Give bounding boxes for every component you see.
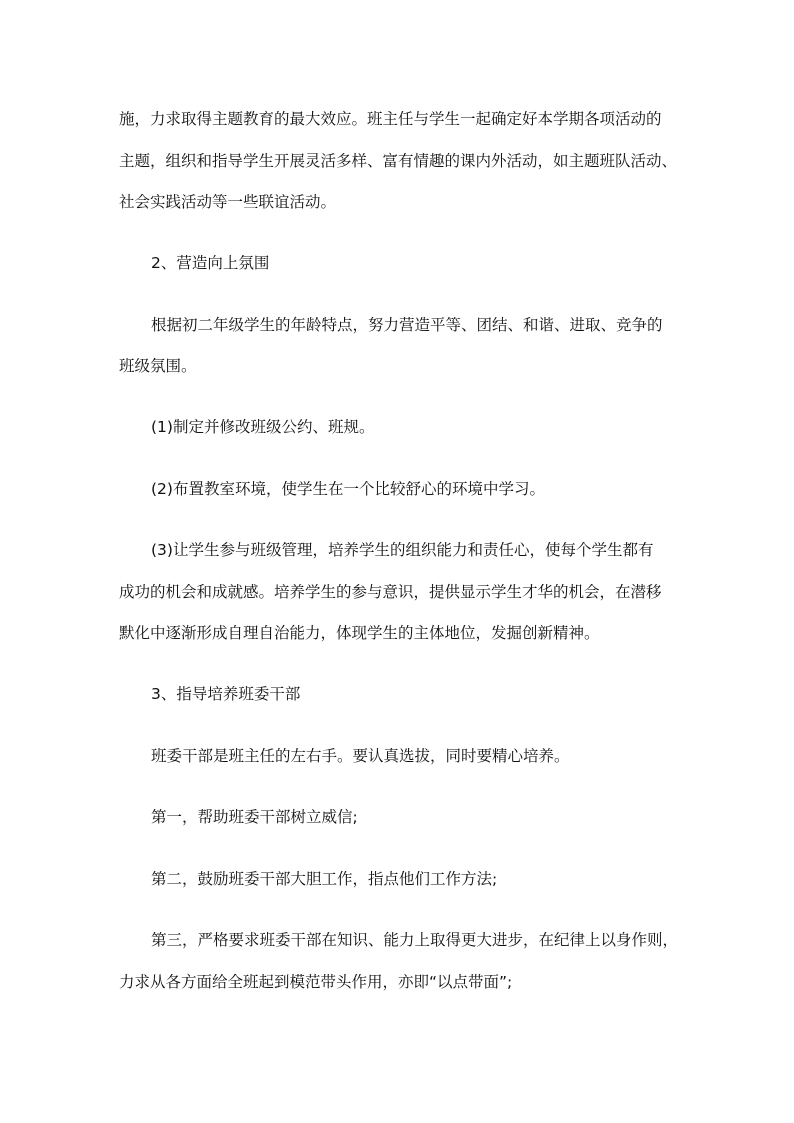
paragraph-line: 班委干部是班主任的左右手。要认真选拔，同时要精心培养。 xyxy=(151,747,570,765)
paragraph-line: 成功的机会和成就感。培养学生的参与意识，提供显示学生才华的机会，在潜移 xyxy=(119,583,662,601)
list-item: 第一，帮助班委干部树立威信; xyxy=(151,808,358,826)
paragraph-line: 根据初二年级学生的年龄特点，努力营造平等、团结、和谐、进取、竞争的 xyxy=(151,316,663,334)
list-item: (3)让学生参与班级管理，培养学生的组织能力和责任心，使每个学生都有 xyxy=(151,541,654,559)
paragraph-line: 默化中逐渐形成自理自治能力，体现学生的主体地位，发掘创新精神。 xyxy=(119,624,600,642)
paragraph-line: 力求从各方面给全班起到模范带头作用，亦即“以点带面”; xyxy=(119,973,513,991)
list-item: 第二，鼓励班委干部大胆工作，指点他们工作方法; xyxy=(151,870,498,888)
paragraph-line: 施，力求取得主题教育的最大效应。班主任与学生一起确定好本学期各项活动的 xyxy=(119,110,662,128)
section-heading: 2、营造向上氛围 xyxy=(151,254,270,272)
list-item: 第三，严格要求班委干部在知识、能力上取得更大进步，在纪律上以身作则， xyxy=(151,931,679,949)
paragraph-line: 班级氛围。 xyxy=(119,357,197,375)
section-heading: 3、指导培养班委干部 xyxy=(151,685,301,703)
list-item: (2)布置教室环境，使学生在一个比较舒心的环境中学习。 xyxy=(151,480,545,498)
list-item: (1)制定并修改班级公约、班规。 xyxy=(151,418,375,436)
paragraph-line: 社会实践活动等一些联谊活动。 xyxy=(119,193,337,211)
paragraph-line: 主题，组织和指导学生开展灵活多样、富有情趣的课内外活动，如主题班队活动、 xyxy=(119,152,678,170)
